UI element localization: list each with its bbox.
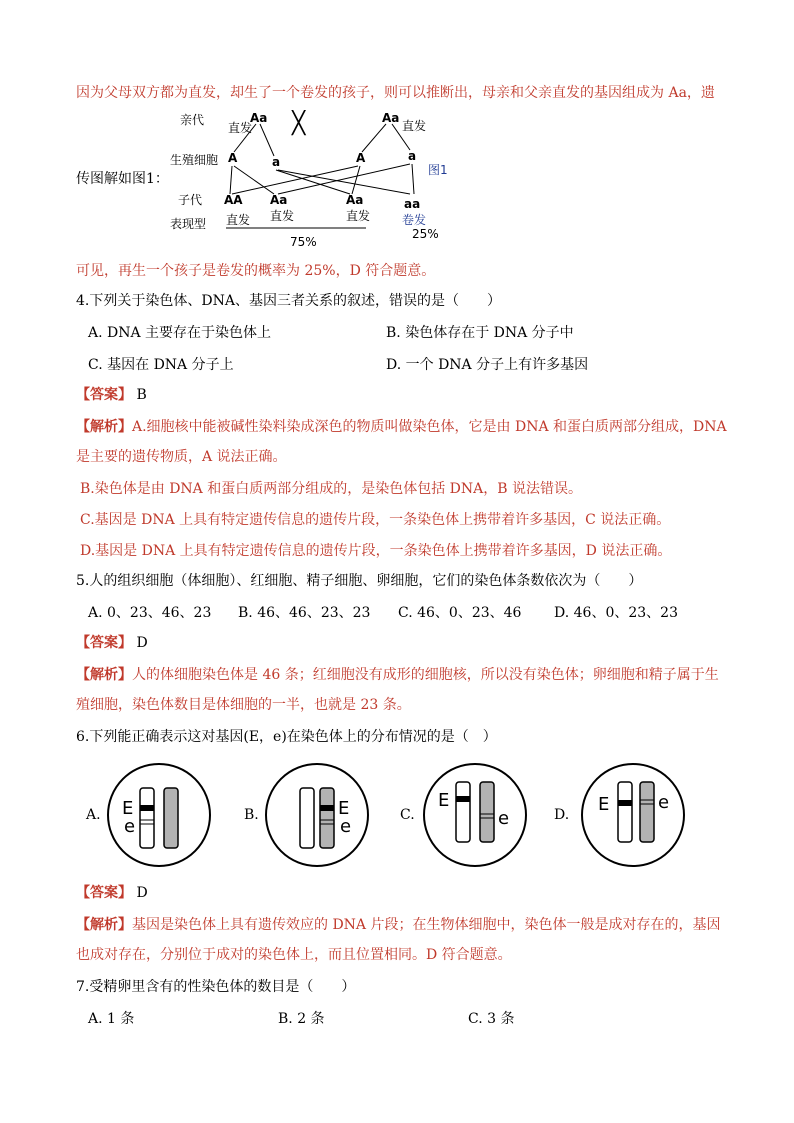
offspring-genotype-3: Aa [346,193,364,207]
gene-lower-label: e [340,816,352,837]
q4-analysis-4: C.基因是 DNA 上具有特定遗传信息的遗传片段，一条染色体上携带着许多基因，C 说法正确。 [80,512,671,528]
offspring-phenotype-1: 直发 [226,213,251,227]
gametes-label: 生殖细胞 [170,153,219,167]
q6-analysis-1 [76,916,794,934]
q7-option-c: C. 3 条 [468,1011,515,1027]
analysis-label: 【解析】 [76,667,132,683]
q4-analysis-3: B.染色体是由 DNA 和蛋白质两部分组成的，是染色体包括 DNA，B 说法错误。 [80,481,582,497]
q6-option-d-figure [578,760,688,870]
parent2-genotype: Aa [382,111,400,125]
parent1-genotype: Aa [250,111,268,125]
analysis-text: 人的体细胞染色体是 46 条；红细胞没有成形的细胞核，所以没有染色体；卵细胞和精子属于生 [132,667,719,683]
answer-value: D [136,885,148,901]
q4-option-b: B. 染色体存在于 DNA 分子中 [386,325,574,341]
q6-analysis-2: 也成对存在，分别位于成对的染色体上，而且位置相同。D 符合题意。 [76,947,512,963]
q5-option-d: D. 46、0、23、23 [554,605,678,621]
q6-option-c-figure [420,760,530,870]
parent1-phenotype: 直发 [228,121,253,135]
q4-answer [76,386,794,404]
gene-lower-label: e [658,792,670,813]
offspring-genotype-2: Aa [270,193,288,207]
q4-option-a: A. DNA 主要存在于染色体上 [88,325,272,341]
q5-answer [76,634,794,652]
offspring-phenotype-2: 直发 [270,209,295,223]
gene-upper-label: E [598,794,610,815]
q5-option-c: C. 46、0、23、46 [398,605,522,621]
answer-label: 【答案】 [76,387,132,403]
answer-label: 【答案】 [76,635,132,651]
q4-stem: 4.下列关于染色体、DNA、基因三者关系的叙述，错误的是（ ） [76,293,501,309]
intro-line-2: 传图解如图1： [76,171,169,187]
gene-upper-label: E [438,790,450,811]
genotype-aa: Aa [668,85,687,101]
q6-option-b-figure [262,760,372,870]
q7-option-a: A. 1 条 [88,1011,135,1027]
q4-option-c: C. 基因在 DNA 分子上 [88,357,234,373]
conclusion-pct: 25% [304,263,336,279]
conclusion-line [76,262,794,280]
conclusion-text: 可见，再生一个孩子是卷发的概率为 [76,263,305,279]
q7-option-b: B. 2 条 [278,1011,325,1027]
gamete-1: A [228,151,238,165]
phenotype-label: 表现型 [170,217,207,231]
pct-straight: 75% [290,235,317,249]
q4-analysis-5: D.基因是 DNA 上具有特定遗传信息的遗传片段，一条染色体上携带着许多基因，D 说法正确。 [80,543,672,559]
gene-lower-label: e [124,816,136,837]
q5-option-a: A. 0、23、46、23 [88,605,212,621]
q5-analysis-1 [76,666,794,684]
pct-curly: 25% [412,227,439,241]
conclusion-end: ，D 符合题意。 [335,263,436,279]
figure-label: 图1 [428,163,448,177]
q6-option-a-figure [104,760,214,870]
offspring-genotype-1: AA [224,193,243,207]
q5-option-b: B. 46、46、23、23 [238,605,371,621]
analysis-text: 基因是染色体上具有遗传效应的 DNA 片段；在生物体细胞中，染色体一般是成对存在的，基因 [132,917,721,933]
offspring-genotype-4: aa [404,197,421,211]
gamete-4: a [408,149,417,163]
genetic-cross-diagram [170,110,470,250]
intro-line-1 [76,84,794,102]
q6-answer [76,884,794,902]
q4-option-d: D. 一个 DNA 分子上有许多基因 [386,357,589,373]
gamete-3: A [356,151,366,165]
q6-option-a-letter: A. [86,807,101,823]
analysis-text: A.细胞核中能被碱性染料染成深色的物质叫做染色体，它是由 DNA 和蛋白质两部分组成，DNA [132,419,727,435]
q7-stem: 7.受精卵里含有的性染色体的数目是（ ） [76,979,356,995]
q4-analysis-1 [76,418,794,436]
gene-lower-label: e [498,808,510,829]
answer-value: D [136,635,148,651]
intro-text-end: ，遗 [686,85,715,101]
q5-analysis-2: 殖细胞，染色体数目是体细胞的一半，也就是 23 条。 [76,697,411,713]
q4-analysis-2: 是主要的遗传物质，A 说法正确。 [76,449,287,465]
cross-symbol: ╳ [292,111,306,136]
gene-upper-label: E [338,798,350,819]
gene-upper-label: E [122,798,134,819]
q6-stem: 6.下列能正确表示这对基因(E，e)在染色体上的分布情况的是（ ） [76,729,497,745]
parents-label: 亲代 [180,113,205,127]
intro-text: 因为父母双方都为直发，却生了一个卷发的孩子，则可以推断出，母亲和父亲直发的基因组成为 [76,85,669,101]
q6-option-b-letter: B. [244,807,259,823]
answer-label: 【答案】 [76,885,132,901]
q5-stem: 5.人的组织细胞（体细胞）、红细胞、精子细胞、卵细胞，它们的染色体条数依次为（ ） [76,573,643,589]
analysis-label: 【解析】 [76,419,132,435]
q6-option-d-letter: D. [554,807,570,823]
offspring-phenotype-3: 直发 [346,209,371,223]
offspring-phenotype-4: 卷发 [402,213,427,227]
q6-option-c-letter: C. [400,807,415,823]
gamete-2: a [272,155,281,169]
answer-value: B [136,387,147,403]
analysis-label: 【解析】 [76,917,132,933]
parent2-phenotype: 直发 [402,119,427,133]
offspring-label: 子代 [178,193,203,207]
